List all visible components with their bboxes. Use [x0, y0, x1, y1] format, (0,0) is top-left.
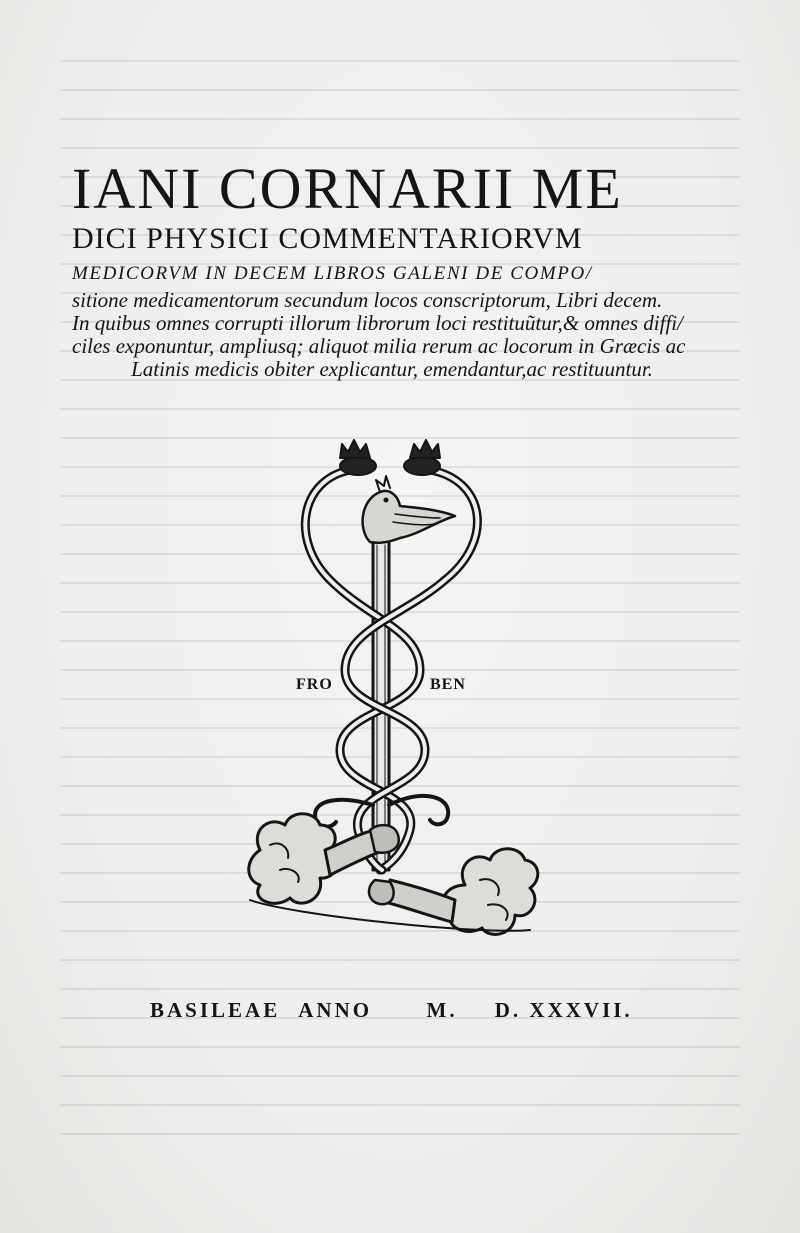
- printers-device-illustration: [230, 430, 540, 970]
- imprint-line: [150, 998, 670, 1023]
- imprint-m: M.: [426, 998, 458, 1022]
- imprint-year: D. XXXVII.: [494, 998, 633, 1022]
- imprint-anno: ANNO: [298, 998, 373, 1022]
- title-line-3: MEDICORVM IN DECEM LIBROS GALENI DE COMPO/: [72, 263, 593, 284]
- description-line: Latinis medicis obiter explicantur, emendantur,ac restituuntur.: [131, 357, 653, 381]
- printer-mark-right: BEN: [430, 676, 466, 693]
- description-line: In quibus omnes corrupti illorum librorum loci restituũtur,& omnes diffi/: [72, 311, 683, 335]
- title-line-1: IANI CORNARII ME: [72, 156, 623, 221]
- title-line-2: DICI PHYSICI COMMENTARIORVM: [72, 222, 583, 255]
- description-line: ciles exponuntur, ampliusq; aliquot milia rerum ac locorum in Græcis ac: [72, 334, 686, 358]
- description-line: sitione medicamentorum secundum locos conscriptorum, Libri decem.: [72, 288, 663, 312]
- printer-mark-left: FRO: [296, 676, 333, 693]
- title-description: [72, 289, 712, 381]
- title-block: [72, 156, 712, 381]
- imprint-place: BASILEAE: [150, 998, 281, 1022]
